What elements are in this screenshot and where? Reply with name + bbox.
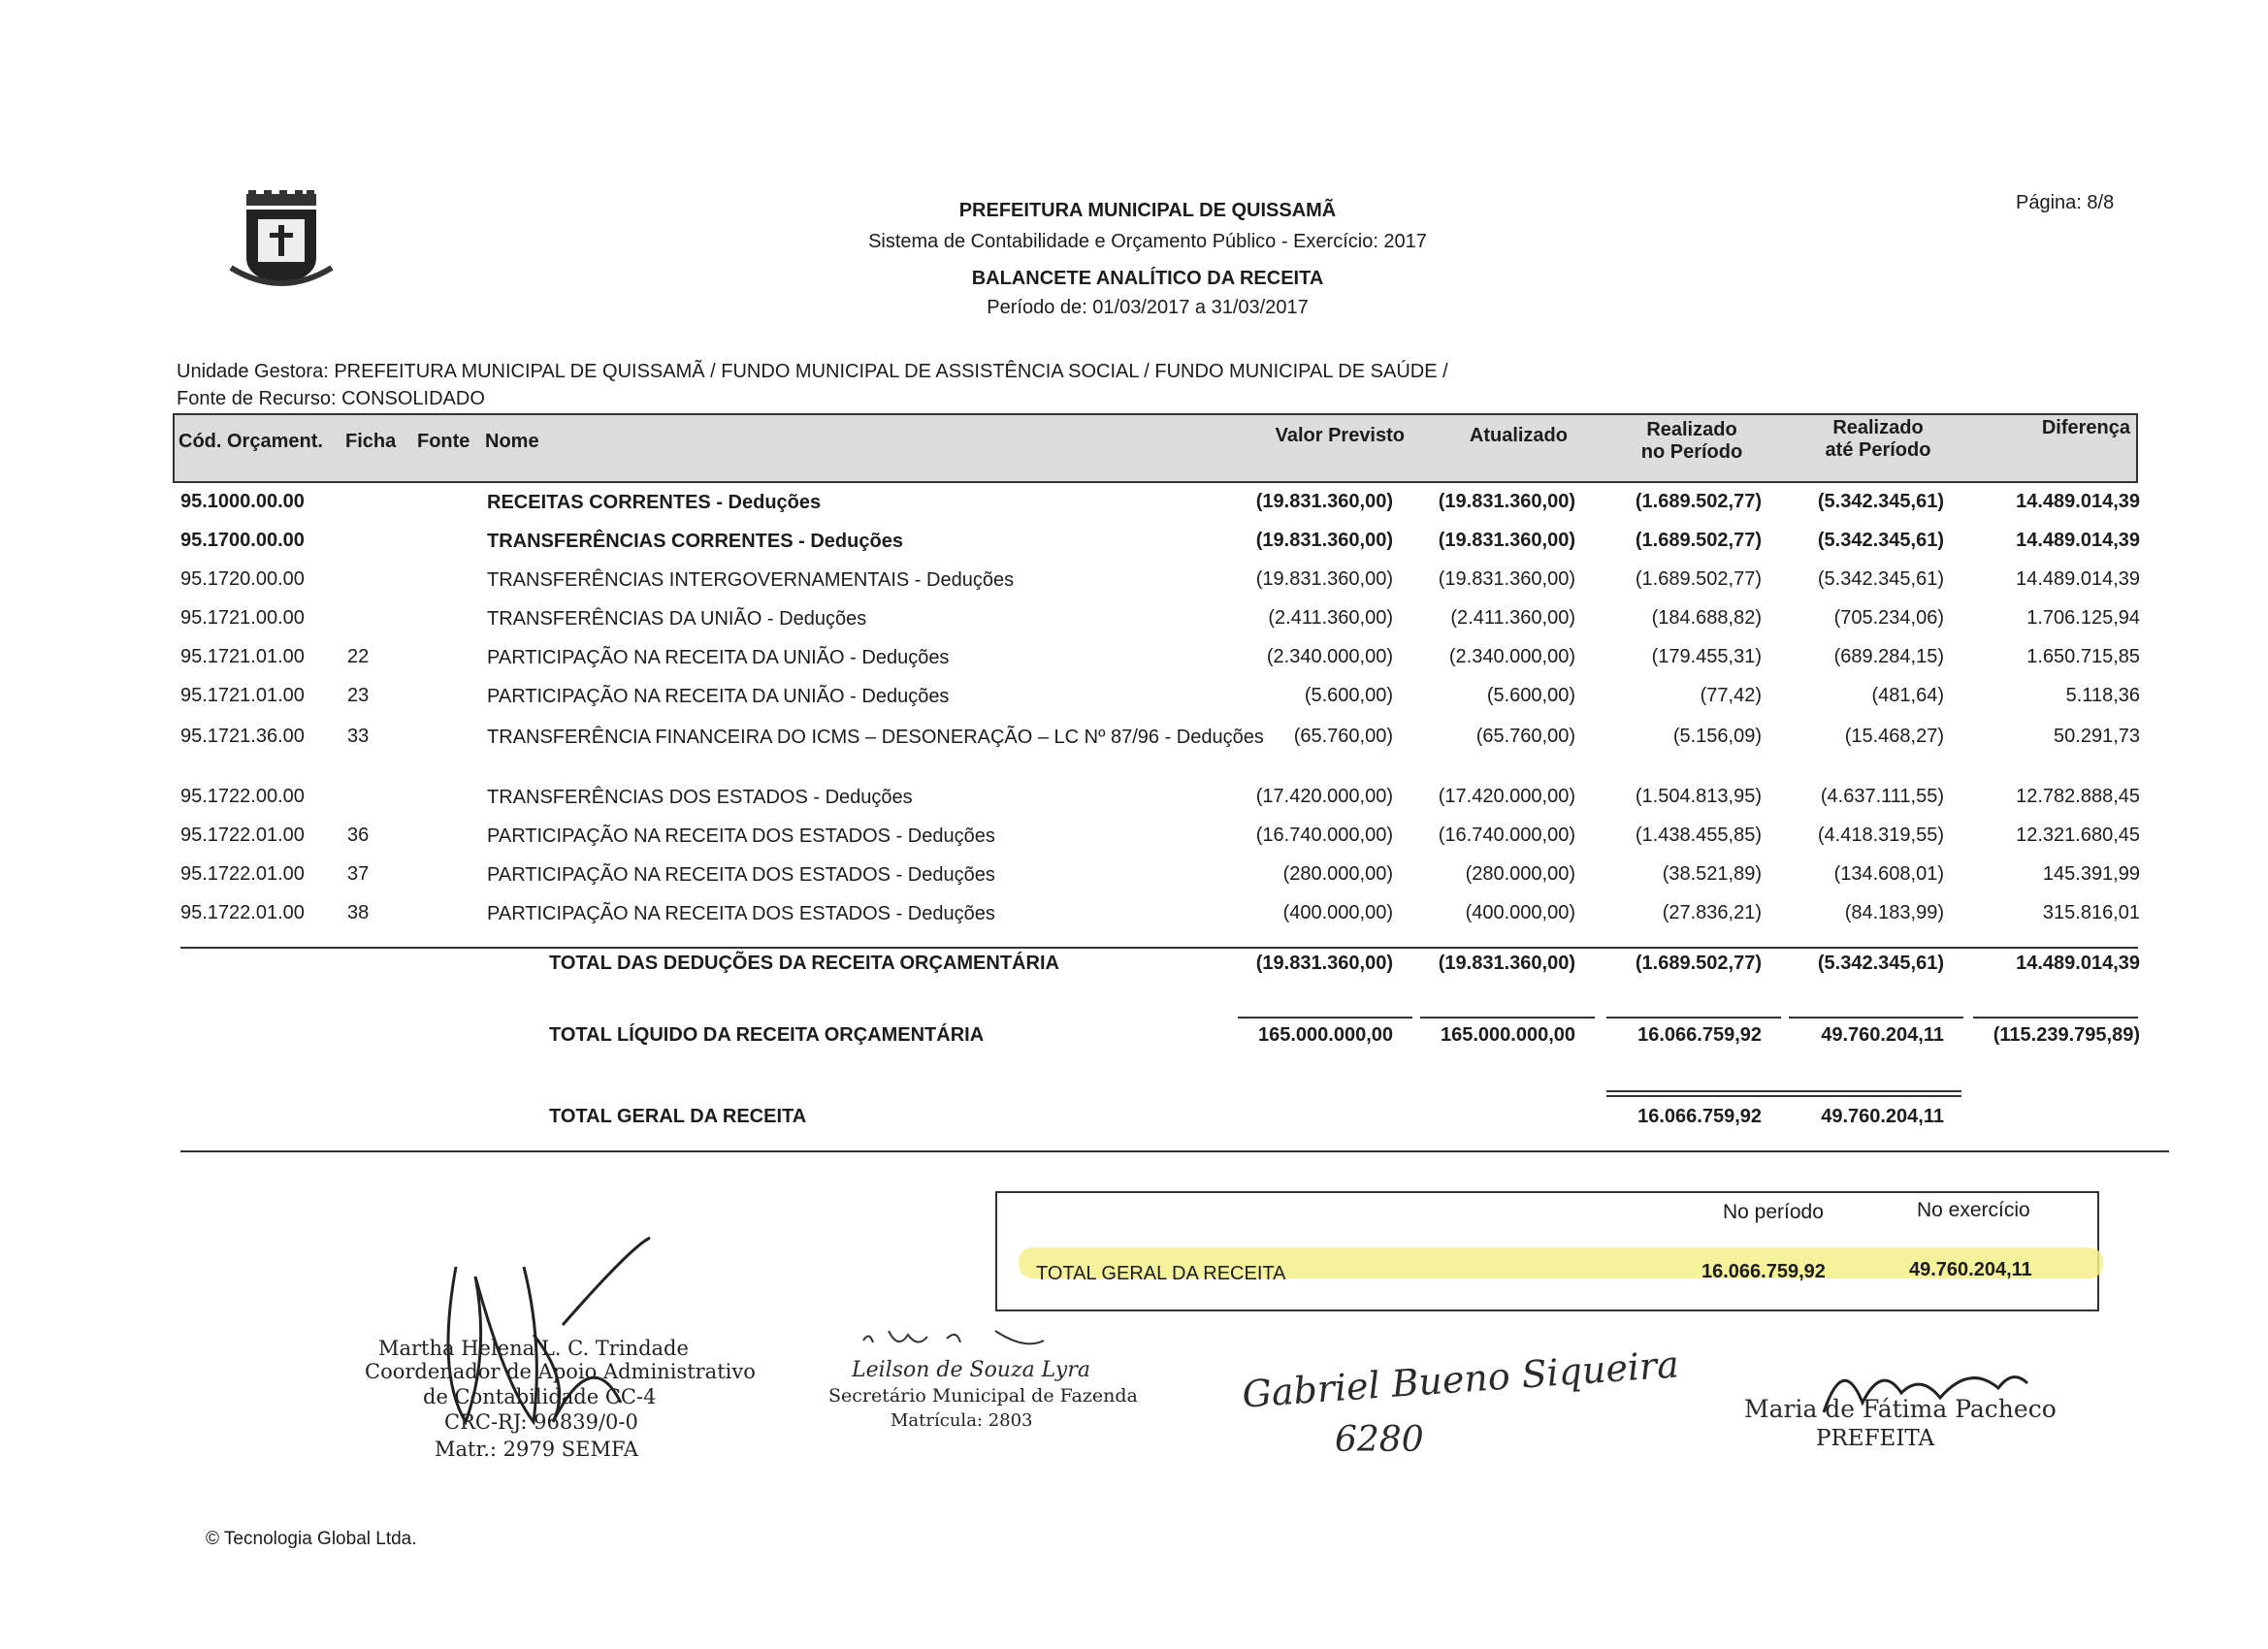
row-previsto: (400.000,00)	[1282, 902, 1393, 923]
signature-3-number: 6280	[1335, 1420, 1424, 1460]
total-liquido-previsto: 165.000.000,00	[1257, 1024, 1393, 1046]
row-diferenca: 5.118,36	[2065, 685, 2140, 706]
total-liquido-diferenca: (115.239.795,89)	[1993, 1024, 2140, 1046]
total-geral-periodo: 16.066.759,92	[1637, 1106, 1762, 1127]
col-previsto: Valor Previsto	[1275, 425, 1405, 446]
col-realizado-periodo-line1: Realizado	[1646, 419, 1737, 440]
total-deducoes-label: TOTAL DAS DEDUÇÕES DA RECEITA ORÇAMENTÁRIA	[549, 953, 1059, 974]
total-deducoes-row	[180, 953, 2140, 987]
row-ficha: 33	[347, 726, 370, 747]
row-name: TRANSFERÊNCIA FINANCEIRA DO ICMS – DESONERAÇÃO – LC Nº 87/96 - Deduções	[487, 727, 1264, 748]
total-deducoes-ate: (5.342.345,61)	[1817, 953, 1944, 974]
divider	[180, 947, 2138, 949]
col-realizado-ate-line1: Realizado	[1832, 417, 1924, 438]
total-geral-row	[180, 1106, 2140, 1141]
table-row	[180, 491, 2140, 526]
row-diferenca: 315.816,01	[2042, 902, 2140, 923]
row-realizado-ate: (5.342.345,61)	[1817, 530, 1944, 551]
col-ficha: Ficha	[345, 431, 397, 452]
row-code: 95.1721.00.00	[180, 607, 305, 629]
total-deducoes-diferenca: 14.489.014,39	[2016, 953, 2140, 974]
row-diferenca: 1.650.715,85	[2026, 646, 2140, 667]
total-deducoes-previsto: (19.831.360,00)	[1255, 953, 1393, 974]
row-atualizado: (5.600,00)	[1486, 685, 1575, 706]
divider	[1606, 1090, 1961, 1092]
row-realizado-ate: (689.284,15)	[1833, 646, 1944, 667]
summary-exercicio: 49.760.204,11	[1909, 1259, 2032, 1280]
table-row	[180, 530, 2140, 565]
row-atualizado: (280.000,00)	[1465, 863, 1575, 885]
row-ficha: 38	[347, 902, 370, 923]
col-diferenca: Diferença	[2041, 417, 2130, 438]
total-geral-ate: 49.760.204,11	[1821, 1106, 1944, 1127]
row-previsto: (19.831.360,00)	[1255, 491, 1393, 512]
col-realizado-periodo	[1624, 419, 1760, 464]
table-row	[180, 726, 2140, 760]
row-name: PARTICIPAÇÃO NA RECEITA DA UNIÃO - Deduções	[487, 686, 950, 707]
table-row	[180, 607, 2140, 642]
row-realizado-ate: (84.183,99)	[1844, 902, 1944, 923]
table-row	[180, 824, 2140, 859]
row-diferenca: 145.391,99	[2042, 863, 2140, 885]
table-row	[180, 685, 2140, 720]
signature-2-matr: Matrícula: 2803	[891, 1410, 1033, 1431]
row-atualizado: (400.000,00)	[1465, 902, 1575, 923]
row-realizado-periodo: (1.689.502,77)	[1635, 491, 1762, 512]
row-atualizado: (19.831.360,00)	[1438, 491, 1575, 512]
row-name: TRANSFERÊNCIAS DOS ESTADOS - Deduções	[487, 787, 913, 808]
total-liquido-row	[180, 1024, 2140, 1059]
report-title: BALANCETE ANALÍTICO DA RECEITA	[971, 268, 1324, 289]
row-atualizado: (19.831.360,00)	[1438, 530, 1575, 551]
row-code: 95.1722.01.00	[180, 863, 305, 885]
row-previsto: (19.831.360,00)	[1255, 530, 1393, 551]
signature-1-dept: de Contabilidade CC-4	[423, 1385, 657, 1408]
signature-2-name: Leilson de Souza Lyra	[852, 1358, 1090, 1382]
row-realizado-periodo: (1.689.502,77)	[1635, 530, 1762, 551]
divider	[1606, 1017, 1781, 1018]
divider	[1238, 1017, 1412, 1018]
col-realizado-ate	[1810, 417, 1946, 462]
row-realizado-periodo: (179.455,31)	[1651, 646, 1762, 667]
total-liquido-ate: 49.760.204,11	[1821, 1024, 1944, 1046]
row-name: TRANSFERÊNCIAS CORRENTES - Deduções	[487, 531, 903, 552]
row-diferenca: 12.782.888,45	[2016, 786, 2140, 807]
table-row	[180, 786, 2140, 821]
total-deducoes-atualizado: (19.831.360,00)	[1438, 953, 1575, 974]
column-header-band	[173, 413, 2138, 483]
col-realizado-periodo-line2: no Período	[1640, 441, 1743, 463]
row-ficha: 23	[347, 685, 370, 706]
divider	[1789, 1017, 1963, 1018]
col-atualizado: Atualizado	[1469, 425, 1568, 446]
row-atualizado: (17.420.000,00)	[1438, 786, 1575, 807]
row-code: 95.1720.00.00	[180, 568, 305, 590]
divider	[180, 1150, 2169, 1152]
row-realizado-ate: (481,64)	[1871, 685, 1944, 706]
row-code: 95.1721.01.00	[180, 685, 305, 706]
divider	[1420, 1017, 1595, 1018]
row-name: TRANSFERÊNCIAS DA UNIÃO - Deduções	[487, 608, 867, 630]
row-realizado-ate: (15.468,27)	[1844, 726, 1944, 747]
row-diferenca: 50.291,73	[2054, 726, 2140, 747]
summary-col-periodo: No período	[1723, 1201, 1824, 1223]
row-realizado-ate: (4.637.111,55)	[1820, 786, 1944, 807]
summary-box	[995, 1191, 2099, 1311]
table-row	[180, 902, 2140, 937]
row-ficha: 37	[347, 863, 370, 885]
municipal-crest-icon	[225, 190, 338, 299]
col-code: Cód. Orçament.	[178, 431, 323, 452]
row-previsto: (17.420.000,00)	[1255, 786, 1393, 807]
row-diferenca: 14.489.014,39	[2016, 568, 2140, 590]
row-realizado-ate: (5.342.345,61)	[1817, 568, 1944, 590]
row-realizado-periodo: (1.689.502,77)	[1635, 568, 1762, 590]
row-realizado-periodo: (5.156,09)	[1672, 726, 1762, 747]
divider	[1973, 1017, 2138, 1018]
row-code: 95.1722.01.00	[180, 824, 305, 846]
row-atualizado: (2.340.000,00)	[1448, 646, 1575, 667]
row-diferenca: 14.489.014,39	[2016, 491, 2140, 512]
row-atualizado: (19.831.360,00)	[1438, 568, 1575, 590]
unit-line: Unidade Gestora: PREFEITURA MUNICIPAL DE QUISSAMÃ / FUNDO MUNICIPAL DE ASSISTÊNCIA SOCIAL / FUNDO MUNICIPAL DE SAÚDE /	[177, 361, 1448, 382]
col-nome: Nome	[485, 431, 539, 452]
row-code: 95.1721.36.00	[180, 726, 305, 747]
summary-col-exercicio: No exercício	[1917, 1199, 2030, 1221]
row-ficha: 36	[347, 824, 370, 846]
row-realizado-ate: (4.418.319,55)	[1817, 824, 1944, 846]
row-name: PARTICIPAÇÃO NA RECEITA DA UNIÃO - Deduções	[487, 647, 950, 668]
row-name: PARTICIPAÇÃO NA RECEITA DOS ESTADOS - Deduções	[487, 864, 995, 886]
signature-1-matr: Matr.: 2979 SEMFA	[435, 1438, 638, 1461]
signature-1-crc: CRC-RJ: 96839/0-0	[444, 1410, 638, 1434]
system-name: Sistema de Contabilidade e Orçamento Público - Exercício: 2017	[868, 231, 1427, 252]
row-name: PARTICIPAÇÃO NA RECEITA DOS ESTADOS - Deduções	[487, 903, 995, 924]
row-code: 95.1722.00.00	[180, 786, 305, 807]
row-code: 95.1721.01.00	[180, 646, 305, 667]
row-ficha: 22	[347, 646, 370, 667]
total-deducoes-periodo: (1.689.502,77)	[1635, 953, 1762, 974]
row-realizado-periodo: (1.438.455,85)	[1635, 824, 1762, 846]
signature-4-name: Maria de Fátima Pacheco	[1744, 1395, 2057, 1423]
row-diferenca: 12.321.680,45	[2016, 824, 2140, 846]
signature-1-role: Coordenador de Apoio Administrativo	[365, 1360, 756, 1383]
total-liquido-periodo: 16.066.759,92	[1637, 1024, 1762, 1046]
row-name: PARTICIPAÇÃO NA RECEITA DOS ESTADOS - Deduções	[487, 825, 995, 847]
divider	[1606, 1095, 1961, 1097]
signature-2-role: Secretário Municipal de Fazenda	[828, 1385, 1138, 1406]
total-liquido-label: TOTAL LÍQUIDO DA RECEITA ORÇAMENTÁRIA	[549, 1024, 985, 1046]
row-realizado-periodo: (27.836,21)	[1662, 902, 1762, 923]
signature-3-name: Gabriel Bueno Siqueira	[1241, 1342, 1681, 1416]
row-name: TRANSFERÊNCIAS INTERGOVERNAMENTAIS - Deduções	[487, 569, 1015, 591]
col-realizado-ate-line2: até Período	[1825, 439, 1931, 461]
row-atualizado: (16.740.000,00)	[1438, 824, 1575, 846]
row-previsto: (16.740.000,00)	[1255, 824, 1393, 846]
summary-periodo: 16.066.759,92	[1701, 1261, 1826, 1282]
signature-4-role: PREFEITA	[1816, 1426, 1935, 1451]
row-previsto: (2.411.360,00)	[1268, 607, 1393, 629]
row-code: 95.1722.01.00	[180, 902, 305, 923]
row-diferenca: 1.706.125,94	[2026, 607, 2140, 629]
row-code: 95.1700.00.00	[180, 530, 305, 551]
row-realizado-periodo: (1.504.813,95)	[1635, 786, 1762, 807]
table-row	[180, 568, 2140, 603]
row-diferenca: 14.489.014,39	[2016, 530, 2140, 551]
row-realizado-ate: (5.342.345,61)	[1817, 491, 1944, 512]
row-atualizado: (2.411.360,00)	[1450, 607, 1575, 629]
org-title: PREFEITURA MUNICIPAL DE QUISSAMÃ	[958, 200, 1337, 221]
col-fonte: Fonte	[417, 431, 470, 452]
report-period: Período de: 01/03/2017 a 31/03/2017	[987, 297, 1309, 318]
row-previsto: (5.600,00)	[1304, 685, 1393, 706]
row-realizado-periodo: (38.521,89)	[1662, 863, 1762, 885]
row-realizado-periodo: (77,42)	[1700, 685, 1762, 706]
signature-1-name: Martha Helena L. C. Trindade	[378, 1337, 689, 1360]
row-code: 95.1000.00.00	[180, 491, 305, 512]
row-atualizado: (65.760,00)	[1475, 726, 1575, 747]
row-realizado-ate: (134.608,01)	[1833, 863, 1944, 885]
footer-copyright: © Tecnologia Global Ltda.	[206, 1529, 417, 1549]
row-previsto: (280.000,00)	[1282, 863, 1393, 885]
row-realizado-periodo: (184.688,82)	[1651, 607, 1762, 629]
table-row	[180, 646, 2140, 681]
row-previsto: (65.760,00)	[1293, 726, 1393, 747]
table-row	[180, 863, 2140, 898]
row-realizado-ate: (705.234,06)	[1833, 607, 1944, 629]
total-geral-label: TOTAL GERAL DA RECEITA	[549, 1106, 807, 1127]
page-number: Página: 8/8	[2016, 192, 2115, 213]
row-name: RECEITAS CORRENTES - Deduções	[487, 492, 822, 513]
row-previsto: (19.831.360,00)	[1255, 568, 1393, 590]
row-previsto: (2.340.000,00)	[1266, 646, 1393, 667]
summary-label: TOTAL GERAL DA RECEITA	[1036, 1263, 1286, 1284]
signature-scribble-2	[859, 1321, 1053, 1360]
total-liquido-atualizado: 165.000.000,00	[1440, 1024, 1575, 1046]
source-line: Fonte de Recurso: CONSOLIDADO	[177, 388, 485, 409]
